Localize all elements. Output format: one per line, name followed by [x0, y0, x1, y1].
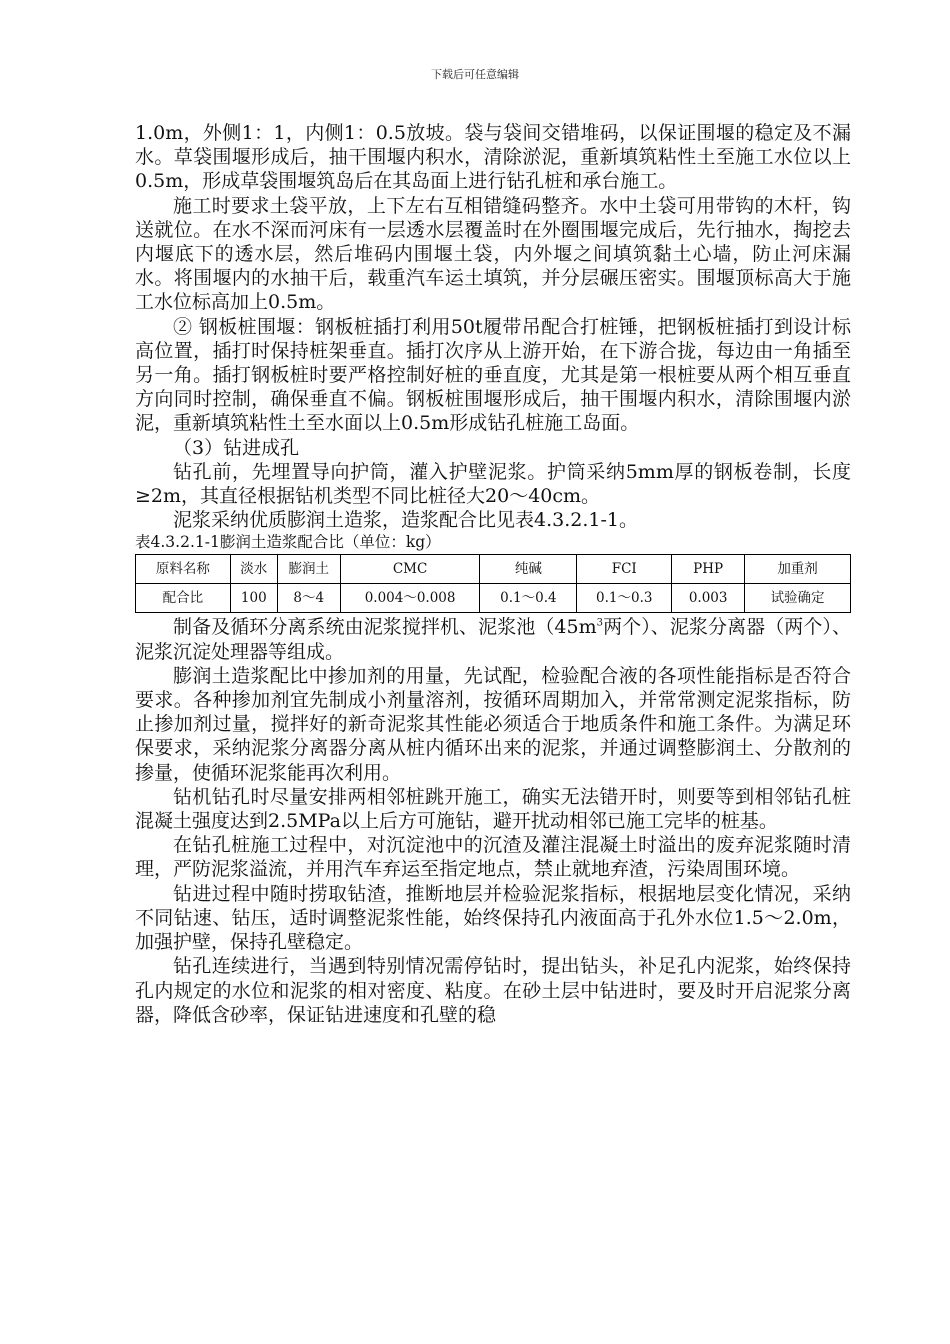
table-cell: 0.004～0.008 — [340, 584, 480, 613]
table-cell: 8～4 — [277, 584, 340, 613]
table-header-cell: 纯碱 — [480, 555, 577, 584]
table-cell: 0.003 — [672, 584, 745, 613]
paragraph-text: 制备及循环分离系统由泥浆搅拌机、泥浆池（45m — [173, 616, 597, 639]
paragraph: 1.0m，外侧1：1，内侧1：0.5放坡。袋与袋间交错堆码，以保证围堰的稳定及不漏水。草袋围堰形成后，抽干围堰内积水，清除淤泥，重新填筑粘性土至施工水位以上0.5m，形成草袋围堰筑岛后在其岛面上进行钻孔桩和承台施工。 — [135, 122, 851, 193]
table-header-row — [136, 555, 851, 584]
table-header-cell: PHP — [672, 555, 745, 584]
paragraph: 钻进过程中随时捞取钻渣，推断地层并检验泥浆指标，根据地层变化情况，采纳不同钻速、钻压，适时调整泥浆性能，始终保持孔内液面高于孔外水位1.5～2.0m，加强护壁，保持孔壁稳定。 — [135, 882, 851, 954]
document-body — [135, 121, 851, 1027]
table-header-cell: 加重剂 — [745, 555, 851, 584]
paragraph: 泥浆采纳优质膨润土造浆，造浆配合比见表4.3.2.1-1。 — [173, 509, 638, 532]
paragraph: 在钻孔桩施工过程中，对沉淀池中的沉渣及灌注混凝土时溢出的废弃泥浆随时清理，严防泥浆溢流，并用汽车弃运至指定地点，禁止就地弃渣，污染周围环境。 — [135, 834, 851, 881]
table-row — [136, 584, 851, 613]
paragraph: 膨润土造浆配比中掺加剂的用量，先试配，检验配合液的各项性能指标是否符合要求。各种掺加剂宜先制成小剂量溶剂，按循环周期加入，并常常测定泥浆指标，防止掺加剂过量，搅拌好的新奇泥浆其性能必须适合于地质条件和施工条件。为满足环保要求，采纳泥浆分离器分离从桩内循环出来的泥浆，并通过调整膨润土、分散剂的掺量，使循环泥浆能再次利用。 — [135, 664, 851, 784]
table-cell: 100 — [230, 584, 277, 613]
table-header-cell: 膨润土 — [277, 555, 340, 584]
paragraph: ② 钢板桩围堰：钢板桩插打利用50t履带吊配合打桩锤，把钢板桩插打到设计标高位置，插打时保持桩架垂直。插打次序从上游开始，在下游合拢，每边由一角插至另一角。插打钢板桩时要严格控制好桩的垂直度，尤其是第一根桩要从两个相互垂直方向同时控制，确保垂直不偏。钢板桩围堰形成后，抽干围堰内积水，清除围堰内淤泥，重新填筑粘性土至水面以上0.5m形成钻孔桩施工岛面。 — [135, 315, 851, 435]
table-cell: 配合比 — [136, 584, 231, 613]
paragraph-text: 两个）、泥浆分离器（两个）、泥浆沉淀处理器等组成。 — [135, 616, 851, 663]
table-header-cell: CMC — [340, 555, 480, 584]
section-heading: （3）钻进成孔 — [173, 436, 300, 459]
superscript: 3 — [596, 618, 603, 630]
paragraph: 钻机钻孔时尽量安排两相邻桩跳开施工，确实无法错开时，则要等到相邻钻孔桩混凝土强度达到2.5MPa以上后方可施钻，避开扰动相邻已施工完毕的桩基。 — [135, 785, 851, 833]
table-cell: 0.1～0.4 — [480, 584, 577, 613]
table-header-cell: 原料名称 — [136, 555, 231, 584]
paragraph — [135, 615, 851, 663]
paragraph: 施工时要求土袋平放，上下左右互相错缝码整齐。水中土袋可用带钩的木杆，钩送就位。在水不深而河床有一层透水层覆盖时在外圈围堰完成后，先行抽水，掏挖去内堰底下的透水层，然后堆码内围堰土袋，内外堰之间填筑黏土心墙，防止河床漏水。将围堰内的水抽干后，载重汽车运土填筑，并分层碾压密实。围堰顶标高大于施工水位标高加上0.5m。 — [135, 194, 851, 314]
table-caption: 表4.3.2.1-1膨润土造浆配合比（单位：kg） — [135, 533, 441, 552]
table-cell: 0.1～0.3 — [577, 584, 672, 613]
table-header-cell: FCI — [577, 555, 672, 584]
paragraph: 钻孔连续进行，当遇到特别情况需停钻时，提出钻头，补足孔内泥浆，始终保持孔内规定的水位和泥浆的相对密度、粘度。在砂土层中钻进时，要及时开启泥浆分离器，降低含砂率，保证钻进速度和孔壁的稳 — [135, 955, 851, 1026]
page-header: 下载后可任意编辑 — [431, 68, 519, 81]
table-cell: 试验确定 — [745, 584, 851, 613]
paragraph: 钻孔前，先埋置导向护筒，灌入护壁泥浆。护筒采纳5mm厚的钢板卷制，长度≥2m，其直径根据钻机类型不同比桩径大20～40cm。 — [135, 460, 851, 508]
table-header-cell: 淡水 — [230, 555, 277, 584]
mix-ratio-table — [135, 554, 851, 613]
